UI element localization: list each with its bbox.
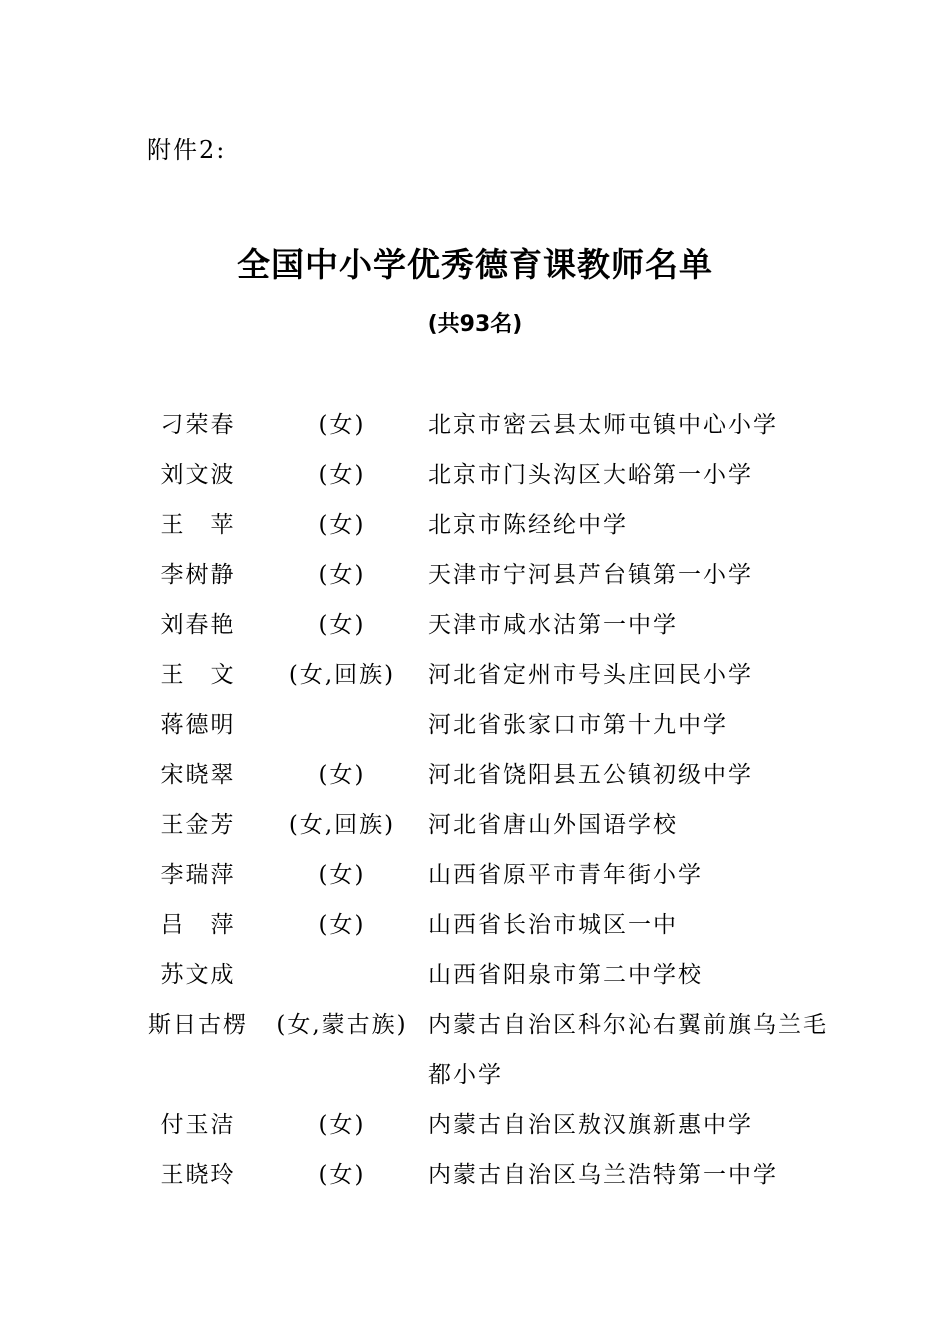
- teacher-name: 王 文: [160, 662, 236, 688]
- list-item: [140, 500, 840, 550]
- teacher-name: 苏文成: [160, 962, 236, 988]
- teacher-note: (女,回族): [288, 812, 396, 838]
- teacher-note: (女): [318, 612, 366, 638]
- teacher-name: 王 苹: [160, 512, 236, 538]
- teacher-school: 河北省唐山外国语学校: [428, 812, 678, 838]
- list-item: [140, 900, 840, 950]
- list-item: [140, 700, 840, 750]
- teacher-school: 山西省原平市青年街小学: [428, 862, 703, 888]
- document-title: 全国中小学优秀德育课教师名单: [237, 245, 713, 284]
- list-item: [140, 850, 840, 900]
- teacher-school: 内蒙古自治区科尔沁右翼前旗乌兰毛都小学: [428, 1012, 828, 1088]
- teacher-name: 李树静: [160, 562, 236, 588]
- teacher-school: 北京市密云县太师屯镇中心小学: [428, 412, 778, 438]
- teacher-name: 王金芳: [160, 812, 236, 838]
- teacher-school: 河北省张家口市第十九中学: [428, 712, 728, 738]
- teacher-name: 付玉洁: [160, 1112, 236, 1138]
- teacher-name: 李瑞萍: [160, 862, 236, 888]
- teacher-note: (女): [318, 912, 366, 938]
- teacher-name: 刘春艳: [160, 612, 236, 638]
- teacher-note: (女): [318, 562, 366, 588]
- teacher-name: 斯日古楞: [148, 1012, 248, 1038]
- teacher-school: 内蒙古自治区敖汉旗新惠中学: [428, 1112, 753, 1138]
- teacher-school: 内蒙古自治区乌兰浩特第一中学: [428, 1162, 778, 1188]
- attachment-label: 附件2:: [147, 136, 227, 164]
- list-item: [140, 400, 840, 450]
- teacher-name: 蒋德明: [160, 712, 236, 738]
- list-item: [140, 450, 840, 500]
- list-item: [140, 1150, 840, 1200]
- teacher-school: 河北省定州市号头庄回民小学: [428, 662, 753, 688]
- teacher-note: (女): [318, 512, 366, 538]
- teacher-name: 吕 萍: [160, 912, 236, 938]
- list-item: [140, 1000, 840, 1100]
- teacher-school: 山西省长治市城区一中: [428, 912, 678, 938]
- teacher-school: 北京市陈经纶中学: [428, 512, 628, 538]
- teacher-school: 山西省阳泉市第二中学校: [428, 962, 703, 988]
- list-item: [140, 800, 840, 850]
- teacher-name: 宋晓翠: [160, 762, 236, 788]
- teacher-school: 天津市咸水沽第一中学: [428, 612, 678, 638]
- list-item: [140, 1100, 840, 1150]
- teacher-note: (女): [318, 462, 366, 488]
- teacher-note: (女,回族): [288, 662, 396, 688]
- list-item: [140, 600, 840, 650]
- teacher-school: 北京市门头沟区大峪第一小学: [428, 462, 753, 488]
- list-item: [140, 950, 840, 1000]
- teacher-note: (女): [318, 412, 366, 438]
- teacher-name: 王晓玲: [160, 1162, 236, 1188]
- list-item: [140, 650, 840, 700]
- teacher-list: [140, 400, 840, 1200]
- teacher-note: (女): [318, 1112, 366, 1138]
- total-count: (共93名): [427, 312, 523, 337]
- teacher-school: 天津市宁河县芦台镇第一小学: [428, 562, 753, 588]
- teacher-note: (女): [318, 1162, 366, 1188]
- list-item: [140, 550, 840, 600]
- teacher-note: (女): [318, 762, 366, 788]
- teacher-name: 刘文波: [160, 462, 236, 488]
- list-item: [140, 750, 840, 800]
- teacher-note: (女,蒙古族): [276, 1012, 408, 1038]
- teacher-school: 河北省饶阳县五公镇初级中学: [428, 762, 753, 788]
- teacher-note: (女): [318, 862, 366, 888]
- teacher-name: 刁荣春: [160, 412, 236, 438]
